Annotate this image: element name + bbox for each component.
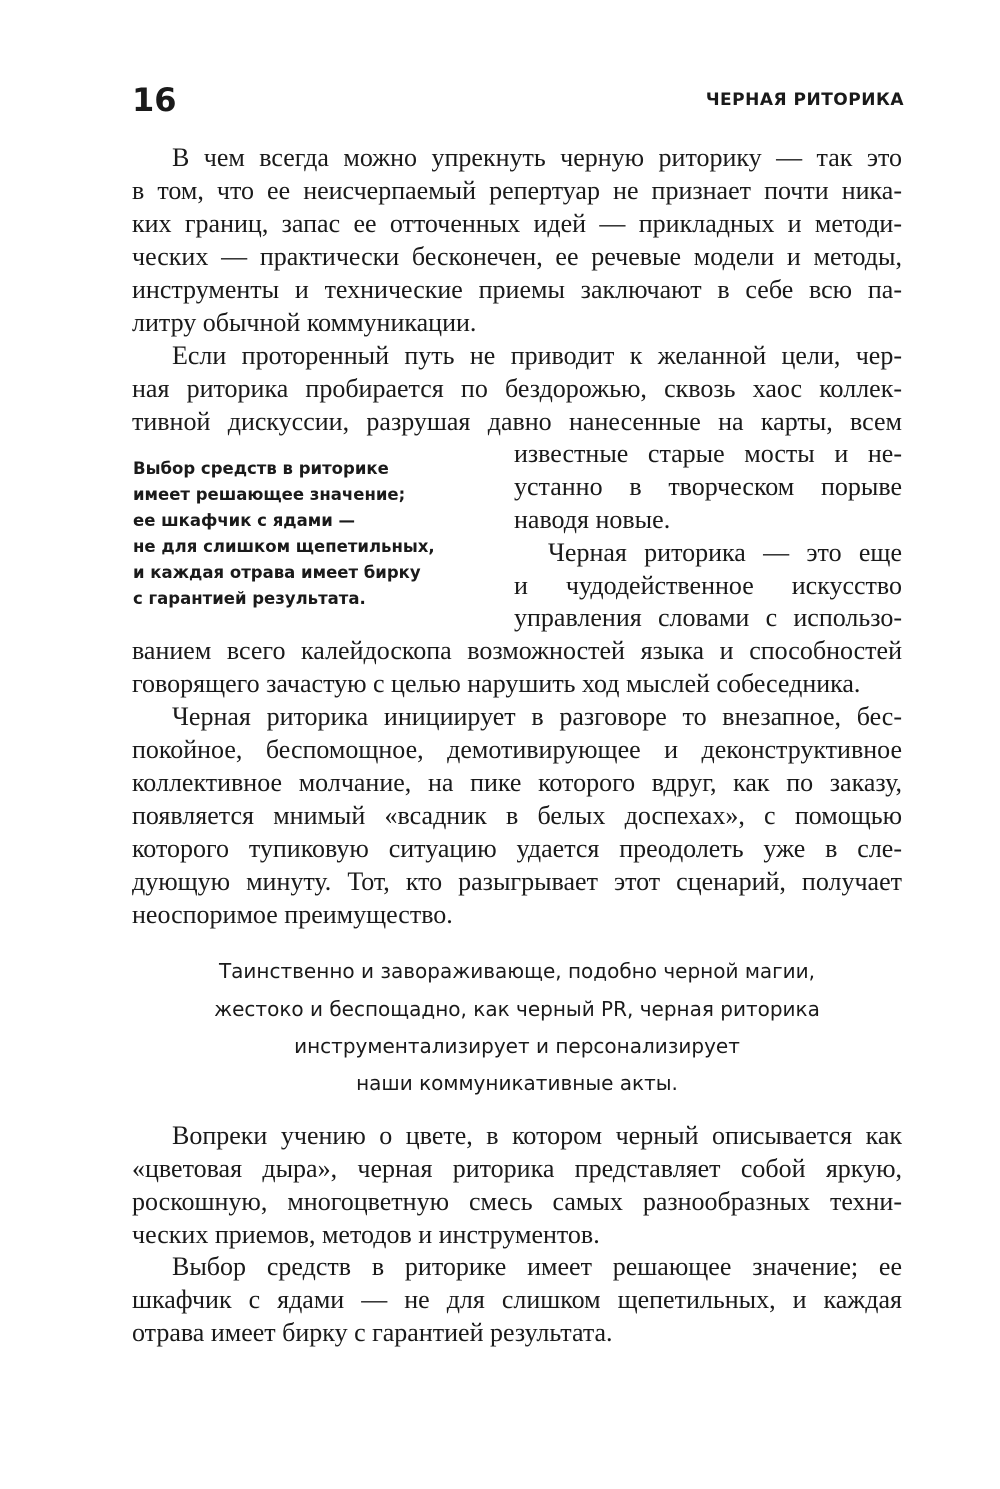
- text-line: и чудодейственное искусство: [514, 571, 902, 600]
- text-line: В чем всегда можно упрекнуть черную риторику — так это: [172, 143, 902, 172]
- text-line: инструменты и технические приемы заключают в себе всю па-: [132, 275, 902, 304]
- text-line: ванием всего калейдоскопа возможностей языка и способностей: [132, 636, 902, 665]
- text-line: отрава имеет бирку с гарантией результата.: [132, 1318, 613, 1347]
- text-line: покойное, беспомощное, демотивирующее и деконструктивное: [132, 735, 902, 764]
- text-line: управления словами с использо-: [514, 603, 902, 632]
- text-line: появляется мнимый «всадник в белых доспехах», с помощью: [132, 801, 902, 830]
- text-line: тивной дискуссии, разрушая давно нанесенные на карты, всем: [132, 407, 902, 436]
- quote-line: Таинственно и завораживающе, подобно черной магии,: [218, 959, 816, 983]
- text-line: Вопреки учению о цвете, в котором черный описывается как: [172, 1121, 902, 1150]
- page-header: [132, 78, 904, 124]
- text-line: Черная риторика — это еще: [548, 538, 902, 567]
- text-line: известные старые мосты и не-: [514, 439, 902, 468]
- text-line: ких границ, запас ее отточенных идей — прикладных и методи-: [132, 209, 902, 238]
- text-line: роскошную, многоцветную смесь самых разнообразных техни-: [132, 1187, 902, 1216]
- quote-line: Выбор средств в риторике: [133, 459, 389, 478]
- page-number: 16: [132, 81, 177, 119]
- quote-line: наши коммуникативные акты.: [356, 1071, 678, 1095]
- text-line: Выбор средств в риторике имеет решающее значение; ее: [172, 1252, 902, 1281]
- text-line: которого тупиковую ситуацию удается преодолеть уже в сле-: [132, 834, 902, 863]
- quote-line: с гарантией результата.: [133, 589, 366, 608]
- text-line: Если проторенный путь не приводит к желанной цели, чер-: [172, 341, 902, 370]
- running-title: ЧЕРНАЯ РИТОРИКА: [705, 90, 904, 110]
- quote-line: инструментализирует и персонализирует: [294, 1034, 740, 1058]
- text-line: ная риторика пробирается по бездорожью, сквозь хаос коллек-: [132, 374, 902, 403]
- text-line: коллективное молчание, на пике которого вдруг, как по заказу,: [132, 768, 902, 797]
- text-line: говорящего зачастую с целью нарушить ход мыслей собеседника.: [132, 669, 861, 698]
- quote-line: имеет решающее значение;: [133, 485, 406, 504]
- text-line: устанно в творческом порыве: [514, 472, 902, 501]
- text-line: шкафчик с ядами — не для слишком щепетильных, и каждая: [132, 1285, 902, 1314]
- quote-line: жестоко и беспощадно, как черный PR, черная риторика: [214, 997, 820, 1021]
- text-line: Черная риторика инициирует в разговоре то внезапное, бес-: [172, 702, 902, 731]
- text-line: дующую минуту. Тот, кто разыгрывает этот сценарий, получает: [132, 867, 902, 896]
- text-line: ческих — практически бесконечен, ее речевые модели и методы,: [132, 242, 902, 271]
- text-line: в том, что ее неисчерпаемый репертуар не признает почти ника-: [132, 176, 902, 205]
- text-line: «цветовая дыра», черная риторика представляет собой яркую,: [132, 1154, 902, 1183]
- quote-line: ее шкафчик с ядами —: [133, 511, 356, 530]
- text-line: неоспоримое преимущество.: [132, 900, 453, 929]
- quote-line: не для слишком щепетильных,: [133, 537, 435, 556]
- text-line: литру обычной коммуникации.: [132, 308, 477, 337]
- quote-line: и каждая отрава имеет бирку: [133, 563, 421, 582]
- text-line: наводя новые.: [514, 505, 671, 534]
- text-line: ческих приемов, методов и инструментов.: [132, 1220, 600, 1249]
